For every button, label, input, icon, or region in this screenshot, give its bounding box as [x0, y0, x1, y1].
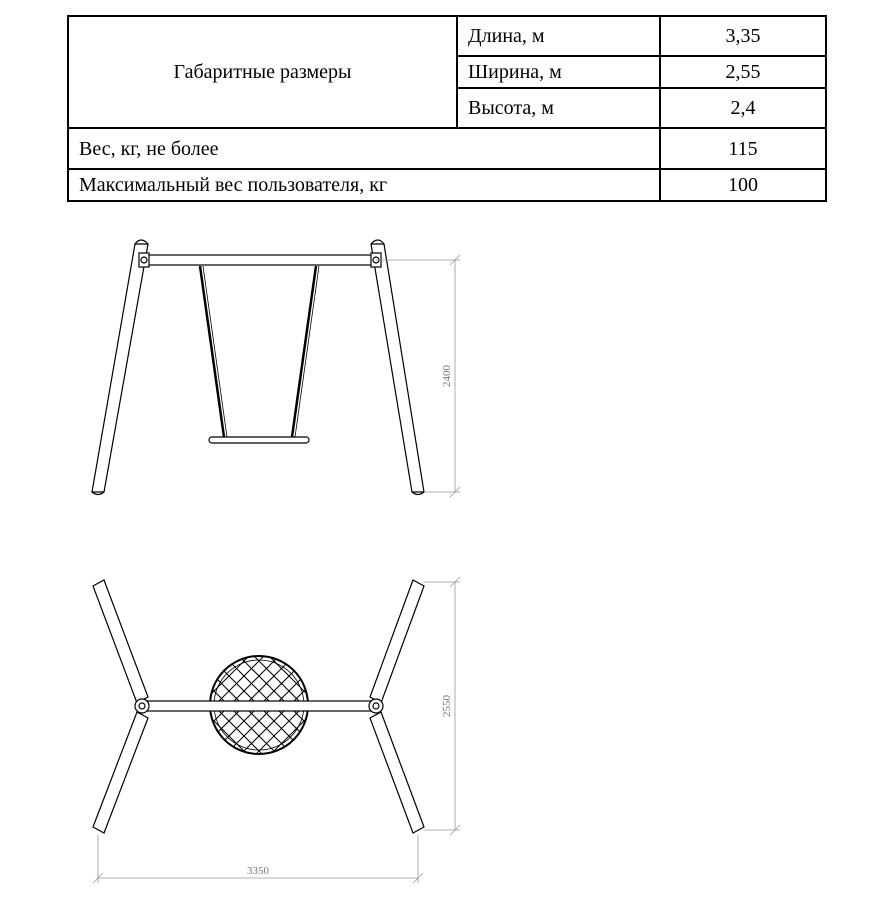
- top-right-leg-lower: [370, 712, 424, 833]
- overall-dimensions-label: Габаритные размеры: [68, 16, 457, 128]
- front-seat: [209, 437, 309, 443]
- weight-value: 115: [660, 128, 826, 169]
- top-left-leg-lower: [93, 712, 148, 833]
- top-view: [93, 577, 460, 883]
- max-user-weight-label: Максимальный вес пользователя, кг: [68, 169, 660, 201]
- width-dim-label: 2550: [441, 695, 453, 717]
- front-right-chain: [292, 266, 316, 437]
- height-value: 2,4: [660, 88, 826, 128]
- length-value: 3,35: [660, 16, 826, 56]
- front-crossbar: [146, 255, 374, 265]
- weight-label: Вес, кг, не более: [68, 128, 660, 169]
- top-seat: [180, 610, 338, 755]
- front-left-chain: [200, 266, 224, 437]
- max-user-weight-value: 100: [660, 169, 826, 201]
- front-right-leg: [371, 244, 424, 492]
- top-crossbar: [144, 701, 374, 711]
- width-label: Ширина, м: [457, 56, 660, 88]
- length-dim-label: 3350: [247, 865, 269, 877]
- top-left-leg-upper: [93, 580, 148, 703]
- width-value: 2,55: [660, 56, 826, 88]
- height-label: Высота, м: [457, 88, 660, 128]
- height-dim-label: 2400: [441, 365, 453, 387]
- front-left-leg: [92, 244, 148, 492]
- length-label: Длина, м: [457, 16, 660, 56]
- front-view: [92, 240, 460, 497]
- top-right-leg-upper: [370, 580, 424, 703]
